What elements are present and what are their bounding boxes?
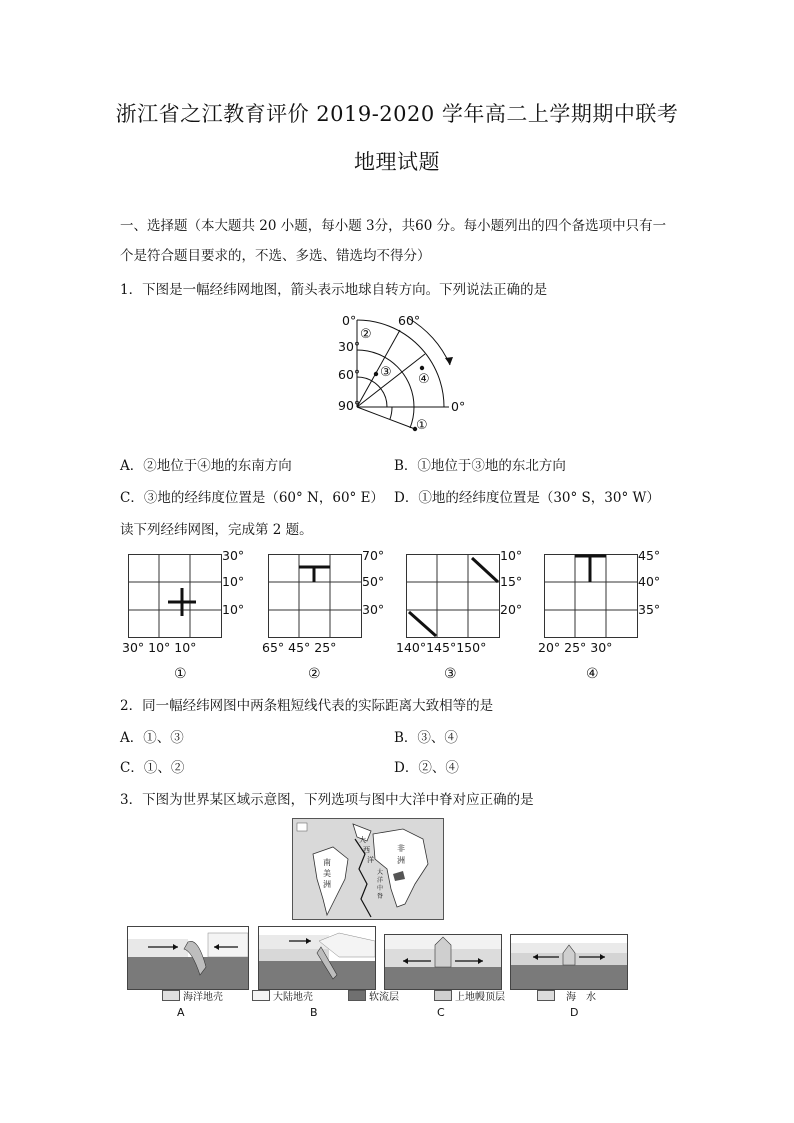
diagram-c-art <box>385 935 501 989</box>
q1-option-d: D．①地的经纬度位置是（30° S，30° W） <box>394 490 660 506</box>
grid-3-lat-top: 10° <box>500 548 523 563</box>
grid-4-lat-mid: 40° <box>638 574 661 589</box>
page-subtitle: 地理试题 <box>354 150 440 174</box>
diagram-label-c: C <box>437 1006 445 1019</box>
grid-2-lat-top: 70° <box>362 548 385 563</box>
grid-2 <box>262 548 402 688</box>
diagram-label-b: B <box>310 1006 318 1019</box>
q3-map-shapes <box>293 819 443 919</box>
map-label-ridge-4: 脊 <box>377 893 384 900</box>
q1-option-c: C．③地的经纬度位置是（60° N，60° E） <box>120 490 384 506</box>
q1-option-a: A．②地位于④地的东南方向 <box>120 458 292 474</box>
grid-2-lat-mid: 50° <box>362 574 385 589</box>
map-label-africa-1: 非 <box>397 844 405 853</box>
grid-1-lat-bot: 10° <box>222 602 245 617</box>
map-label-south-america-1: 南 <box>323 858 331 867</box>
map-label-ocean-3: 洋 <box>367 856 374 864</box>
grid-2-lon-labels: 65° 45° 25° <box>262 640 337 655</box>
q1-option-b: B．①地位于③地的东北方向 <box>394 458 566 474</box>
grid-4 <box>538 548 678 688</box>
legend-asthenosphere: 软流层 <box>369 992 399 1003</box>
map-label-ridge-1: 大 <box>377 869 384 876</box>
grid-3-lat-bot: 20° <box>500 602 523 617</box>
grid-3 <box>396 548 540 688</box>
lat-label-0: 0° <box>342 313 357 328</box>
q3-stem: 3．下图为世界某区域示意图，下列选项与图中大洋中脊对应正确的是 <box>120 792 534 808</box>
section-intro-line1: 一、选择题（本大题共 20 小题，每小题 3分，共60 分。每小题列出的四个备选项中只有一 <box>120 218 667 234</box>
grid-1 <box>122 548 262 688</box>
diagram-b-art <box>259 927 375 989</box>
diagram-b <box>258 926 376 990</box>
grid-4-id: ④ <box>586 666 599 682</box>
grid-4-lat-bot: 35° <box>638 602 661 617</box>
grid-1-lat-top: 30° <box>222 548 245 563</box>
legend-upper-mantle: 上地幔顶层 <box>455 992 505 1003</box>
legend-swatch-sea-water <box>537 990 555 1001</box>
diagram-c <box>384 934 502 990</box>
diagram-d <box>510 934 628 990</box>
legend-sea-water: 海 水 <box>566 992 596 1003</box>
legend-swatch-continental-crust <box>252 990 270 1001</box>
diagram-label-d: D <box>570 1006 579 1019</box>
map-label-south-america-2: 美 <box>323 869 331 878</box>
point-label-2: ② <box>360 327 372 342</box>
lat-label-90: 90° <box>338 398 361 413</box>
legend-swatch-upper-mantle <box>434 990 452 1001</box>
grid-2-id: ② <box>308 666 321 682</box>
lat-label-30: 30° <box>338 339 361 354</box>
grid-1-lines <box>128 554 228 644</box>
q1-figure <box>330 310 480 440</box>
point-label-3: ③ <box>380 365 392 380</box>
map-label-ridge-3: 中 <box>377 885 384 892</box>
legend-continental-crust: 大陆地壳 <box>273 992 313 1003</box>
diagram-a <box>127 926 249 990</box>
diagram-d-art <box>511 935 627 989</box>
lat-label-60: 60° <box>338 367 361 382</box>
point-label-1: ① <box>416 418 428 433</box>
diagram-label-a: A <box>177 1006 185 1019</box>
grid-4-lines <box>544 554 644 644</box>
q2-option-a: A．①、③ <box>120 730 184 746</box>
legend-swatch-ocean-crust <box>162 990 180 1001</box>
grid-1-lon-labels: 30° 10° 10° <box>122 640 197 655</box>
point-label-4: ④ <box>418 372 430 387</box>
map-label-ridge-2: 洋 <box>377 877 384 884</box>
grid-1-id: ① <box>174 666 187 682</box>
legend-ocean-crust: 海洋地壳 <box>183 992 223 1003</box>
page-title: 浙江省之江教育评价 2019-2020 学年高二上学期期中联考 <box>115 102 679 126</box>
grid-1-lat-mid: 10° <box>222 574 245 589</box>
grid-3-lines <box>406 554 506 644</box>
diagram-a-art <box>128 927 248 989</box>
q3-world-map <box>292 818 444 920</box>
q2-intro: 读下列经纬网图，完成第 2 题。 <box>120 522 313 538</box>
legend-swatch-asthenosphere <box>348 990 366 1001</box>
grid-4-lon-labels: 20° 25° 30° <box>538 640 613 655</box>
q1-stem: 1．下图是一幅经纬网地图，箭头表示地球自转方向。下列说法正确的是 <box>120 282 548 298</box>
q2-stem: 2．同一幅经纬网图中两条粗短线代表的实际距离大致相等的是 <box>120 698 494 714</box>
section-intro-line2: 个是符合题目要求的，不选、多选、错选均不得分） <box>120 248 431 264</box>
map-label-south-america-3: 洲 <box>323 880 331 889</box>
grid-4-lat-top: 45° <box>638 548 661 563</box>
q2-option-c: C．①、② <box>120 760 185 776</box>
map-label-africa-2: 洲 <box>397 856 405 865</box>
q2-option-b: B．③、④ <box>394 730 458 746</box>
grid-2-lat-bot: 30° <box>362 602 385 617</box>
map-label-ocean-2: 西 <box>363 846 370 854</box>
grid-3-lon-labels: 140°145°150° <box>396 640 487 655</box>
map-label-ocean-1: 大 <box>359 836 366 844</box>
grid-3-id: ③ <box>444 666 457 682</box>
lon-label-top: 60° <box>398 313 421 328</box>
grid-2-lines <box>268 554 368 644</box>
q2-option-d: D．②、④ <box>394 760 459 776</box>
grid-3-lat-mid: 15° <box>500 574 523 589</box>
lon-label-right: 0° <box>451 399 466 414</box>
